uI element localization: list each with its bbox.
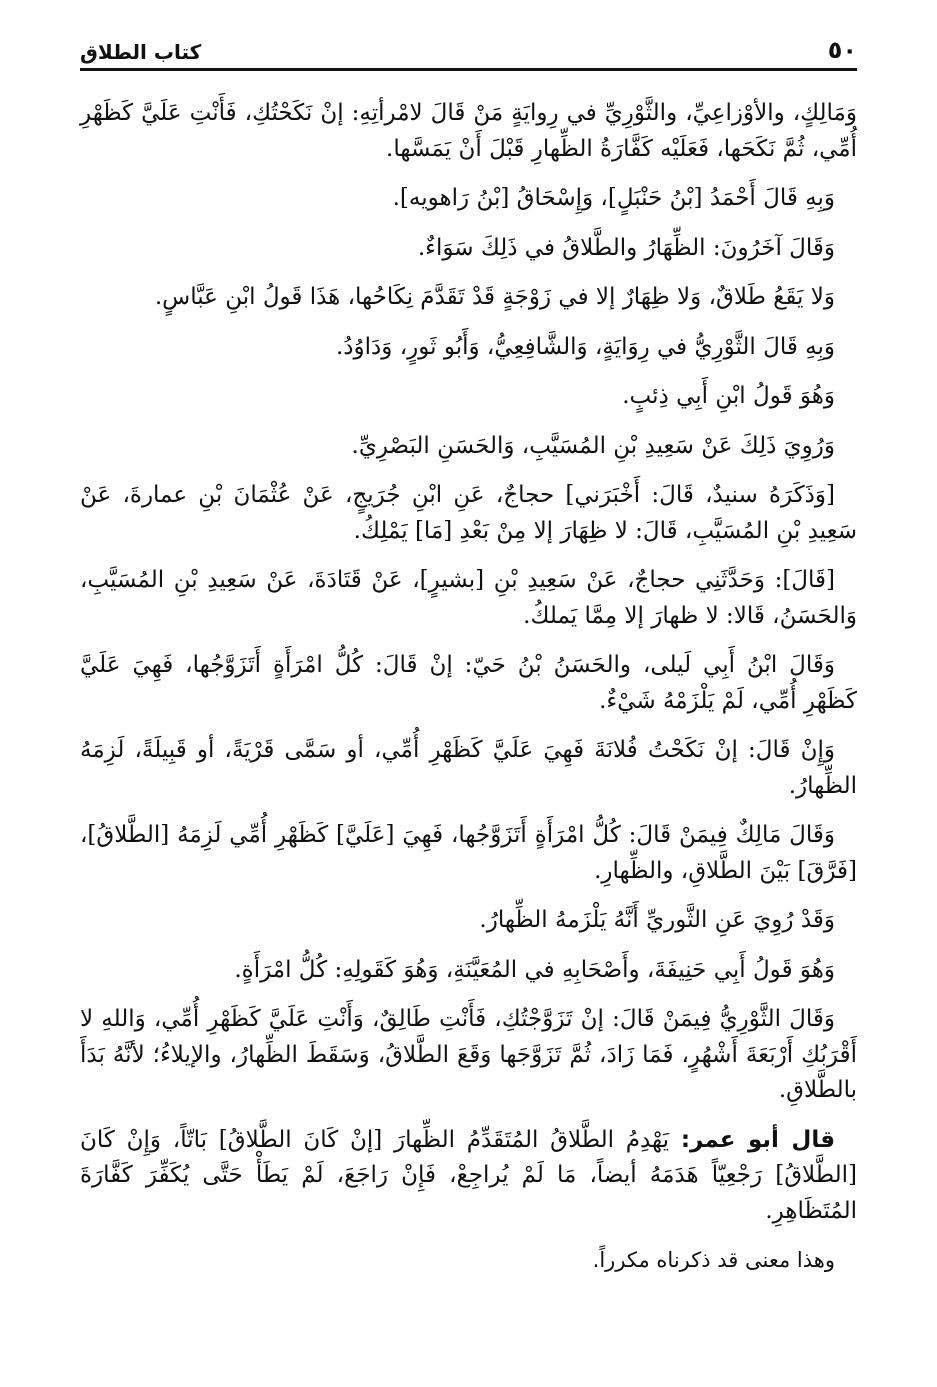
page-body xyxy=(80,96,857,1367)
abu-umar-text: يَهْدِمُ الطَّلاقُ المُتَقَدِّمُ الظِّهارَ [إنْ كَانَ الطَّلاقُ] بَاتّاً، وَإِنْ كَانَ [الطَّلاقُ] رَجْعِيّاً هَدَمَهُ أيضاً، مَا لَمْ يُراجِعْ، فَإِنْ رَاجَعَ، لَمْ يَطَأْ حَتَّى يُكَفِّرَ كَفَّارَةَ المُتَظَاهِرِ. xyxy=(80,1126,857,1224)
paragraph: وَقَالَ آخَرُونَ: الظِّهَارُ والطَّلاقُ في ذَلِكَ سَوَاءٌ. xyxy=(417,234,835,261)
abu-umar-lead: قال أبو عمر: xyxy=(680,1126,836,1153)
paragraph: وَبِهِ قَالَ أَحْمَدُ [بْنُ حَنْبَلٍ]، وَإِسْحَاقُ [بْنُ رَاهويه]. xyxy=(392,185,835,211)
paragraph: [قَالَ]: وَحَدَّثَنِي حجاجٌ، عَنْ سَعِيدِ بْنِ [بشيرٍ]، عَنْ قَتَادَةَ، عَنْ سَعِيدِ بْنِ المُسَيَّبِ، وَالحَسَنُ، قَالا: لا ظهارَ إلا مِمَّا يَملكُ. xyxy=(80,567,857,629)
page-number: ٥٠ xyxy=(827,36,857,64)
paragraph: [وَذَكَرَهُ سنيدٌ، قَالَ: أَخْبَرَني] حجاجٌ، عَنِ ابْنِ جُرَيجٍ، عَنْ عُثْمَانَ بْنِ عمارةَ، عَنْ سَعِيدِ بْنِ المُسَيَّبِ، قَالَ: لا ظِهَارَ إلا مِنْ بَعْدِ [مَا] يَمْلِكُ. xyxy=(80,482,857,544)
paragraph: وَبِهِ قَالَ الثَّوْرِيُّ في رِوَايَةٍ، وَالشَّافِعِيُّ، وَأَبُو ثَورٍ، وَدَاوُدُ. xyxy=(335,333,835,360)
paragraph: وَمَالِكٍ، والأوْزاعِيِّ، والثَّوْرِيِّ في رِوايَةٍ مَنْ قَالَ لامْرأتِهِ: إنْ نَكَحْتُكِ، فَأَنْتِ عَلَيَّ كَظَهْرِ أُمِّي، ثُمَّ نَكَحَها، فَعَلَيْه كَفَّارَةُ الظِّهارِ قَبْلَ أَنْ يَمَسَّها. xyxy=(80,100,857,162)
paragraph: وَقَالَ مَالِكٌ فِيمَنْ قَالَ: كُلُّ امْرَأَةٍ أَتَزَوَّجُها، فَهِيَ [عَلَيَّ] كَظَهْرِ أُمِّي لَزِمَهُ [الطَّلاقُ]، [فَرَّقَ] بَيْنَ الطَّلاقِ، والظِّهارِ. xyxy=(80,822,857,884)
closing-line: وهذا معنى قد ذكرناه مكرراً. xyxy=(592,1248,835,1272)
paragraph: وَهُوَ قَولُ أَبِي حَنِيفَةَ، وأَصْحَابِهِ في المُعَيَّنَةِ، وَهُوَ كَقَولِهِ: كُلُّ امْرَأَةٍ. xyxy=(234,956,835,983)
paragraph: وَرُوِيَ ذَلِكَ عَنْ سَعِيدِ بْنِ المُسَيَّبِ، وَالحَسَنِ البَصْرِيِّ. xyxy=(351,432,835,459)
abu-umar-paragraph xyxy=(80,1123,857,1230)
paragraph: وَقَدْ رُوِيَ عَنِ الثَّوريِّ أَنَّهُ يَلْزَمهُ الظِّهارُ. xyxy=(479,907,835,933)
paragraph: وَهُوَ قَولُ ابْنِ أَبِي ذِئبٍ. xyxy=(622,383,835,409)
paragraph: وَلا يَقَعُ طَلاقٌ، وَلا ظِهَارٌ إلا في زَوْجَةٍ قَدْ تَقَدَّمَ نِكَاحُها، هَذَا قَولُ ابْنِ عَبَّاسٍ. xyxy=(154,284,835,310)
page-header xyxy=(80,28,857,71)
paragraph: وَإِنْ قَالَ: إنْ نَكَحْتُ فُلانَةَ فَهِيَ عَلَيَّ كَظَهْرِ أُمِّي، أو سَمَّى قَرْيَةً، أو قَبِيلَةً، لَزِمَهُ الظِّهارُ. xyxy=(80,737,857,799)
book-title: كتاب الطلاق xyxy=(80,40,202,64)
paragraph: وَقَالَ ابْنُ أَبِي لَيلى، والحَسَنُ بْنُ حَيّ: إنْ قَالَ: كُلُّ امْرَأَةٍ أَتَزَوَّجُها، فَهِيَ عَلَيَّ كَظَهْرِ أُمِّي، لَمْ يَلْزَمْهُ شَيْءٌ. xyxy=(80,652,857,714)
paragraph: وَقَالَ الثَّوْرِيُّ فِيمَنْ قَالَ: إنْ تَزَوَّجْتُكِ، فَأَنْتِ طَالِقٌ، وَأَنْتِ عَلَيَّ كَظَهْرِ أُمِّي، وَاللهِ لا أَقْرَبُكِ أَرْبَعَةَ أَشْهُرٍ، فَمَا زَادَ، ثُمَّ تَزَوَّجَها وَقَعَ الطَّلاقُ، وَسَقَطَ الظِّهارُ، والإيلاءُ؛ لأنَّهُ بَدَأَ بالطَّلاقِ. xyxy=(80,1006,857,1103)
